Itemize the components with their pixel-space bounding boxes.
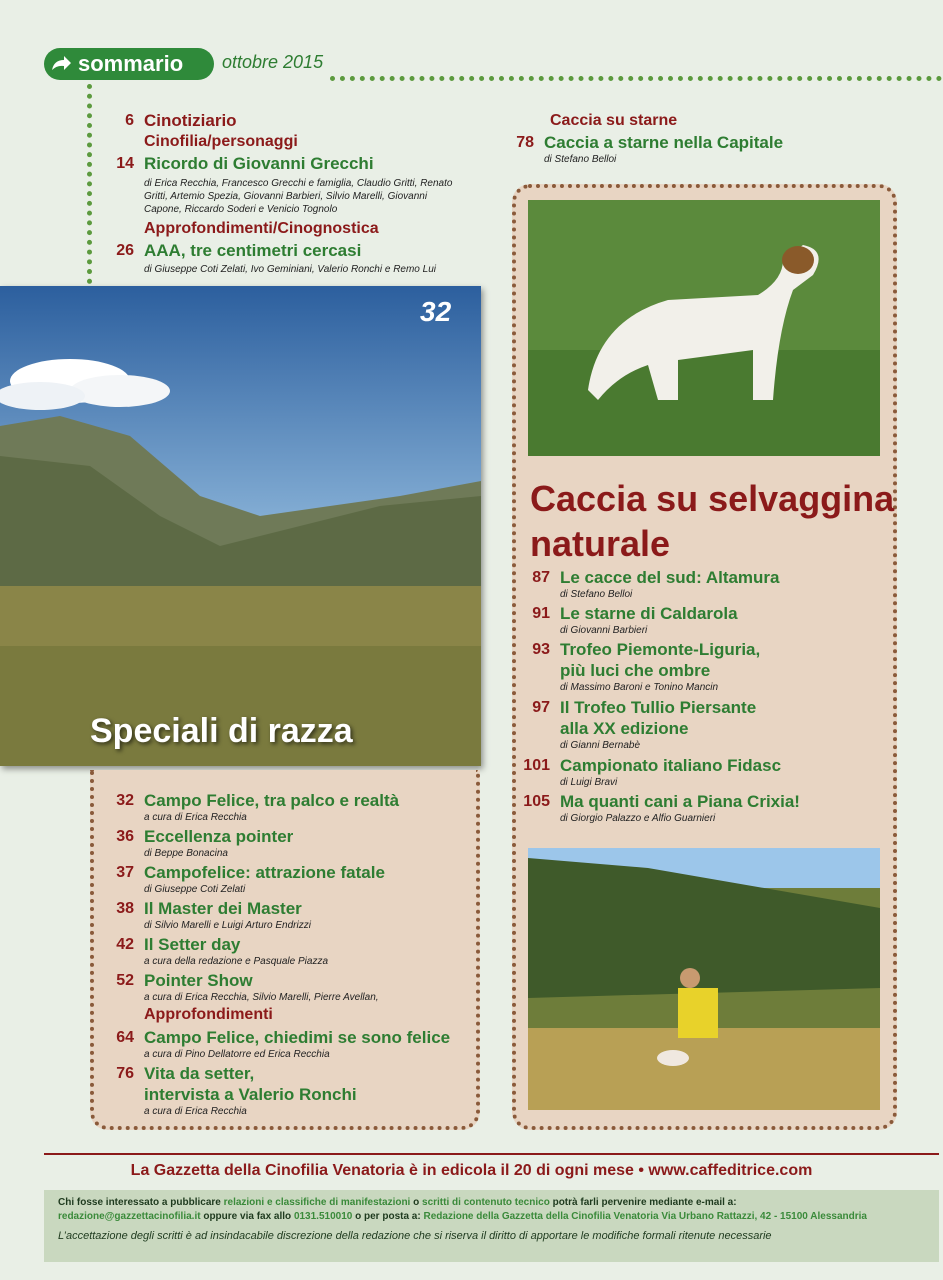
hunter-photo[interactable] (528, 848, 880, 1110)
list-item[interactable]: 38 Il Master dei Master di Silvio Marelli e Luigi Arturo Endrizzi (116, 899, 311, 931)
list-item[interactable]: 42 Il Setter day a cura della redazione e Pasquale Piazza (116, 935, 329, 967)
header-divider (330, 76, 942, 81)
list-item[interactable]: 26 AAA, tre centimetri cercasi di Giuseppe Coti Zelati, Ivo Geminiani, Valerio Ronchi e Remo Lui (116, 241, 436, 275)
mountain-landscape-photo (0, 286, 481, 766)
list-item[interactable]: 101 Campionato italiano Fidasc di Luigi Bravi (523, 756, 782, 788)
footer-banner: La Gazzetta della Cinofilia Venatoria è in edicola il 20 di ogni mese • www.caffeditrice.com (130, 1162, 813, 1179)
left-dotted-line (87, 84, 92, 284)
section-title: Approfondimenti (144, 1006, 273, 1023)
list-item[interactable]: 64 Campo Felice, chiedimi se sono felice a cura di Pino Dellatorre ed Erica Recchia (116, 1028, 451, 1060)
arrow-icon (50, 54, 72, 74)
list-item[interactable]: 97 Il Trofeo Tullio Piersante alla XX edizione di Gianni Bernabè (532, 698, 757, 751)
list-item[interactable]: 36 Eccellenza pointer di Beppe Bonacina (116, 827, 294, 859)
footer-info-line2: redazione@gazzettacinofilia.it oppure via fax allo 0131.510010 o per posta a: Redazione della Gazzetta della Cinofilia Venatoria Via Urbano Rattazzi, 42 - 15100 Alessandria (58, 1211, 867, 1222)
feature-image[interactable] (0, 286, 481, 766)
footer-rule-top (44, 1153, 939, 1155)
email-link[interactable]: redazione@gazzettacinofilia.it (58, 1211, 201, 1222)
list-item[interactable]: 76 Vita da setter, intervista a Valerio Ronchi a cura di Erica Recchia (116, 1064, 357, 1117)
list-item[interactable]: 32 Campo Felice, tra palco e realtà a cura di Erica Recchia (116, 791, 400, 823)
hunter-with-dog-photo (528, 848, 880, 1110)
list-item[interactable]: 87 Le cacce del sud: Altamura di Stefano Belloi (532, 568, 780, 600)
list-item[interactable]: 37 Campofelice: attrazione fatale di Giuseppe Coti Zelati (116, 863, 385, 895)
feature-title: Speciali di razza (90, 712, 353, 750)
header (44, 48, 943, 80)
list-item[interactable]: 93 Trofeo Piemonte-Liguria, più luci che ombre di Massimo Baroni e Tonino Mancin (532, 640, 761, 693)
footer-info-line1: Chi fosse interessato a pubblicare relazioni e classifiche di manifestazioni o scritti di contenuto tecnico potrà farli pervenire mediante e-mail a: (58, 1197, 737, 1208)
feature-page-number: 32 (420, 296, 452, 327)
sommario-badge (44, 48, 214, 80)
list-item[interactable]: 105 Ma quanti cani a Piana Crixia! di Giorgio Palazzo e Alfio Guarnieri (523, 792, 800, 824)
section-title: Cinofilia/personaggi (144, 133, 298, 150)
list-item[interactable]: 78 Caccia a starne nella Capitale di Stefano Belloi (516, 133, 784, 165)
panel-heading: Caccia su selvaggina naturale (530, 478, 895, 564)
header-date: ottobre 2015 (222, 52, 324, 72)
section-title: Approfondimenti/Cinognostica (144, 220, 379, 237)
pointer-dog-photo (528, 200, 880, 456)
list-item[interactable]: 91 Le starne di Caldarola di Giovanni Barbieri (532, 604, 738, 636)
section-title: Caccia su starne (550, 112, 678, 129)
footer-info-box (44, 1190, 939, 1262)
header-label: sommario (78, 51, 184, 76)
list-item[interactable]: 52 Pointer Show a cura di Erica Recchia, Silvio Marelli, Pierre Avellan, Approfondimenti (116, 971, 379, 1023)
dog-photo[interactable] (528, 200, 880, 456)
list-item[interactable]: 6 Cinotiziario Cinofilia/personaggi (125, 111, 298, 150)
list-item[interactable]: 14 Ricordo di Giovanni Grecchi di Erica Recchia, Francesco Grecchi e famiglia, Claudio Gritti, Renato Gritti, Artemio Spezia, Giovanni Barbieri, Silvio Marelli, Giovanni Capone, Riccardo Soderi e Venicio Tognolo Approfondimenti/Cinognostica (100, 153, 464, 239)
footer-disclaimer: L’accettazione degli scritti è ad insindacabile discrezione della redazione che si riserva il diritto di apportare le modifiche formali ritenute necessarie (58, 1230, 772, 1242)
